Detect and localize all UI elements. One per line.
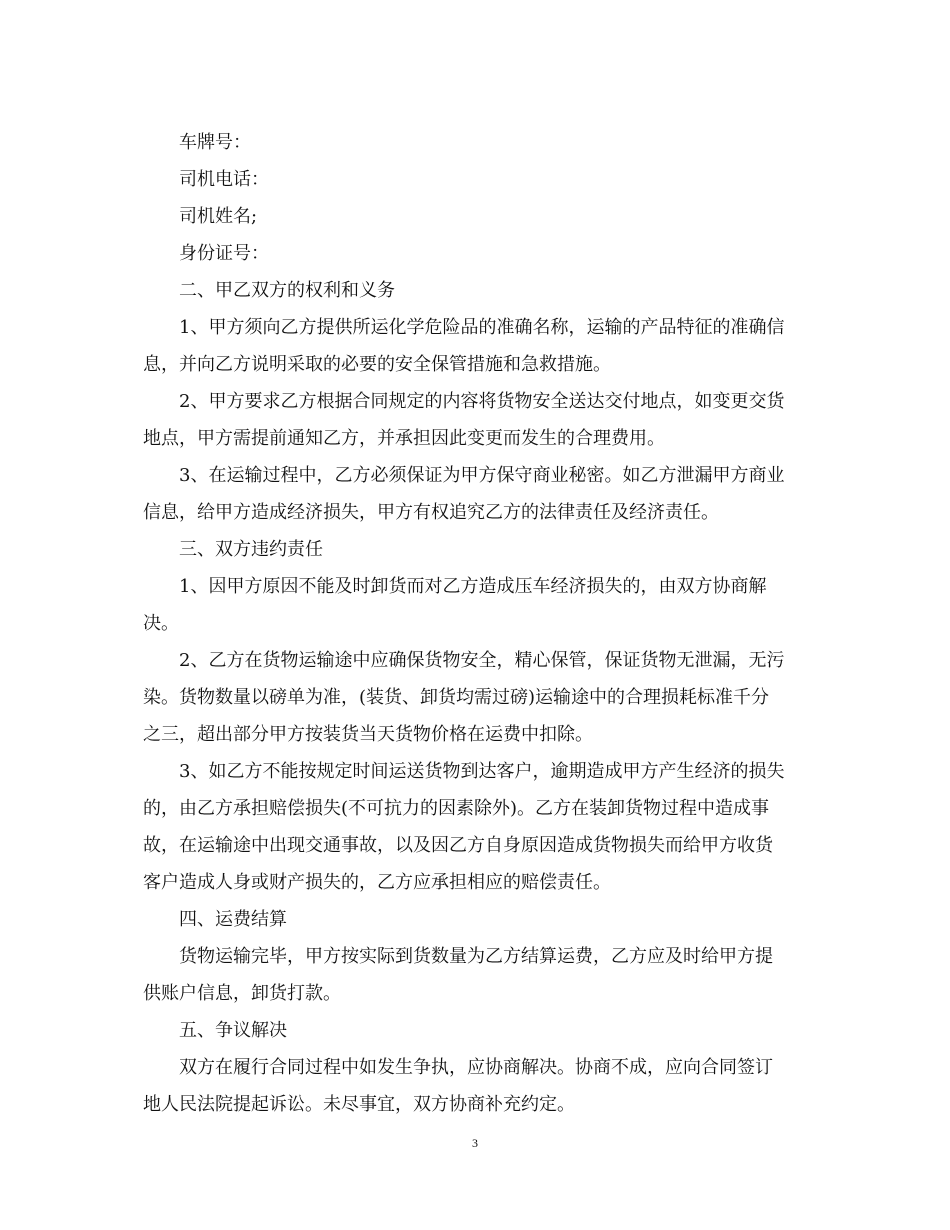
section-3-item-3 (143, 753, 808, 901)
section-5-heading: 五、争议解决 (179, 1020, 287, 1041)
paragraph-line: 息，并向乙方说明采取的必要的安全保管措施和急救措施。 (143, 354, 611, 375)
section-2-item-3 (143, 457, 808, 531)
field-driver-name: 司机姓名; (179, 206, 258, 227)
paragraph-line: 1、甲方须向乙方提供所运化学危险品的准确名称，运输的产品特征的准确信 (179, 317, 785, 338)
paragraph-line: 的，由乙方承担赔偿损失(不可抗力的因素除外)。乙方在装卸货物过程中造成事 (143, 798, 770, 819)
paragraph-line: 地人民法院提起诉讼。未尽事宜，双方协商补充约定。 (143, 1094, 575, 1115)
section-3-item-1 (143, 568, 808, 642)
paragraph-line: 之三，超出部分甲方按装货当天货物价格在运费中扣除。 (143, 724, 593, 745)
document-body (143, 124, 808, 1123)
field-plate-number: 车牌号： (179, 132, 251, 153)
section-4-heading: 四、运费结算 (179, 909, 287, 930)
section-3-item-2 (143, 642, 808, 753)
paragraph-line: 客户造成人身或财产损失的，乙方应承担相应的赔偿责任。 (143, 872, 611, 893)
paragraph-line: 供账户信息，卸货打款。 (143, 983, 341, 1004)
field-driver-phone: 司机电话： (179, 169, 269, 190)
paragraph-line: 染。货物数量以磅单为准，(装货、卸货均需过磅)运输途中的合理损耗标准千分 (143, 687, 770, 708)
field-id-number: 身份证号： (179, 243, 269, 264)
section-3-heading: 三、双方违约责任 (179, 539, 323, 560)
paragraph-line: 决。 (143, 613, 179, 634)
section-4-item-1 (143, 938, 808, 1012)
paragraph-line: 地点，甲方需提前通知乙方，并承担因此变更而发生的合理费用。 (143, 428, 665, 449)
section-5-item-1 (143, 1049, 808, 1123)
paragraph-line: 1、因甲方原因不能及时卸货而对乙方造成压车经济损失的，由双方协商解 (179, 576, 767, 597)
paragraph-line: 3、在运输过程中，乙方必须保证为甲方保守商业秘密。如乙方泄漏甲方商业 (179, 465, 785, 486)
paragraph-line: 信息，给甲方造成经济损失，甲方有权追究乙方的法律责任及经济责任。 (143, 502, 719, 523)
paragraph-line: 2、甲方要求乙方根据合同规定的内容将货物安全送达交付地点，如变更交货 (179, 391, 785, 412)
section-2-item-1 (143, 309, 808, 383)
paragraph-line: 3、如乙方不能按规定时间运送货物到达客户，逾期造成甲方产生经济的损失 (179, 761, 785, 782)
paragraph-line: 货物运输完毕，甲方按实际到货数量为乙方结算运费，乙方应及时给甲方提 (179, 946, 773, 967)
section-2-heading: 二、甲乙双方的权利和义务 (179, 280, 395, 301)
page-number: 3 (472, 1136, 478, 1150)
paragraph-line: 故，在运输途中出现交通事故，以及因乙方自身原因造成货物损失而给甲方收货 (143, 835, 773, 856)
paragraph-line: 双方在履行合同过程中如发生争执，应协商解决。协商不成，应向合同签订 (179, 1057, 773, 1078)
section-2-item-2 (143, 383, 808, 457)
paragraph-line: 2、乙方在货物运输途中应确保货物安全，精心保管，保证货物无泄漏，无污 (179, 650, 785, 671)
